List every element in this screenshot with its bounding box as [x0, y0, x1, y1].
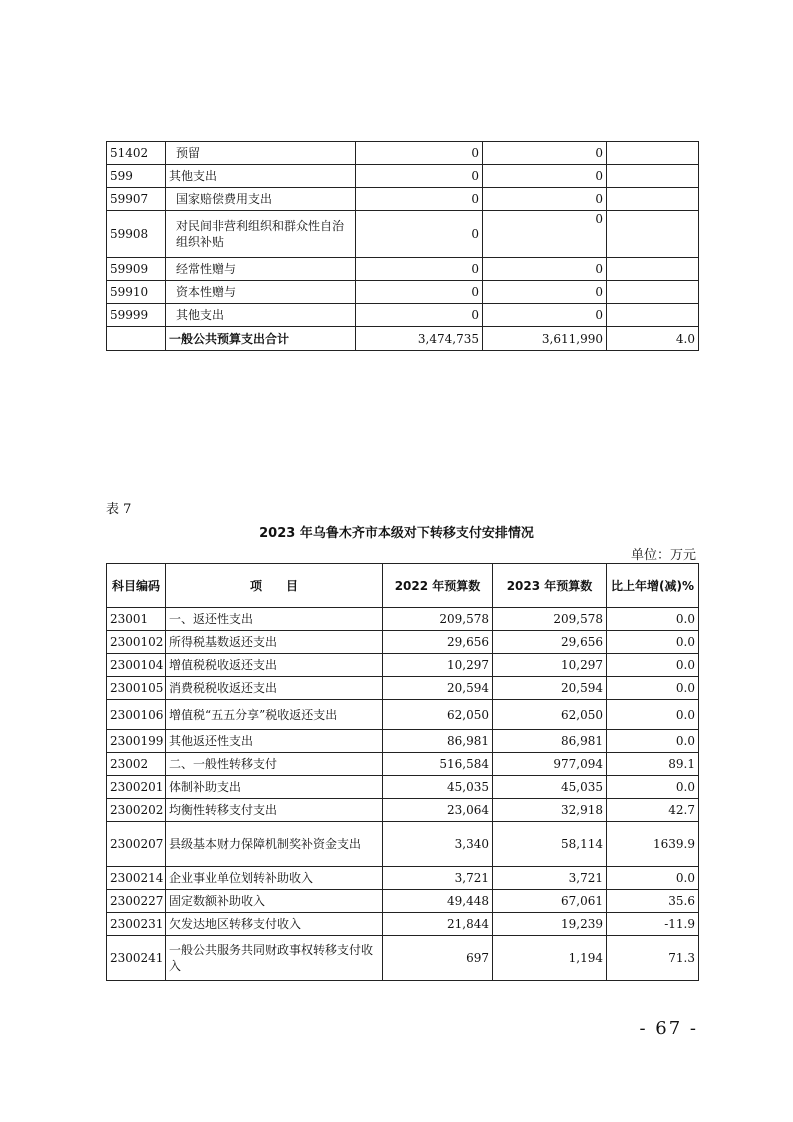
cell-code: 59999	[107, 304, 166, 327]
cell-2023: 0	[483, 211, 607, 258]
cell-change: 0.0	[607, 730, 699, 753]
table-row	[107, 304, 699, 327]
cell-item: 所得税基数返还支出	[166, 631, 383, 654]
cell-change: 0.0	[607, 700, 699, 730]
table-row	[107, 822, 699, 867]
cell-2023: 32,918	[493, 799, 607, 822]
cell-2023: 19,239	[493, 913, 607, 936]
cell-code: 59908	[107, 211, 166, 258]
table-header-row	[107, 564, 699, 608]
cell-2023: 0	[483, 188, 607, 211]
cell-code: 23001	[107, 608, 166, 631]
table-row	[107, 700, 699, 730]
cell-code: 2300227	[107, 890, 166, 913]
table-row	[107, 631, 699, 654]
table-row	[107, 890, 699, 913]
table-row	[107, 730, 699, 753]
cell-item: 其他支出	[166, 165, 356, 188]
table-row	[107, 799, 699, 822]
expenditure-table-continued	[106, 141, 699, 351]
table-row	[107, 258, 699, 281]
cell-change	[607, 304, 699, 327]
cell-item: 国家赔偿费用支出	[166, 188, 356, 211]
table-label: 表 7	[106, 502, 132, 517]
table-row	[107, 913, 699, 936]
cell-2022: 49,448	[383, 890, 493, 913]
cell-item: 固定数额补助收入	[166, 890, 383, 913]
cell-2023: 67,061	[493, 890, 607, 913]
cell-2023: 45,035	[493, 776, 607, 799]
cell-2022: 86,981	[383, 730, 493, 753]
cell-2022: 21,844	[383, 913, 493, 936]
cell-2022: 0	[356, 258, 483, 281]
table-row	[107, 654, 699, 677]
cell-code: 2300231	[107, 913, 166, 936]
cell-change: 1639.9	[607, 822, 699, 867]
cell-change: 71.3	[607, 936, 699, 981]
cell-2023: 0	[483, 258, 607, 281]
cell-2023: 3,721	[493, 867, 607, 890]
cell-item: 资本性赠与	[166, 281, 356, 304]
cell-change: 0.0	[607, 608, 699, 631]
cell-2022: 20,594	[383, 677, 493, 700]
cell-change	[607, 281, 699, 304]
cell-2022: 23,064	[383, 799, 493, 822]
table-row	[107, 211, 699, 258]
cell-item: 一般公共预算支出合计	[166, 327, 356, 351]
cell-2023: 62,050	[493, 700, 607, 730]
cell-2023: 0	[483, 304, 607, 327]
cell-item: 一般公共服务共同财政事权转移支付收入	[166, 936, 383, 981]
table-row	[107, 165, 699, 188]
cell-2022: 45,035	[383, 776, 493, 799]
table-row	[107, 776, 699, 799]
cell-2023: 20,594	[493, 677, 607, 700]
cell-code: 2300105	[107, 677, 166, 700]
cell-2023: 0	[483, 165, 607, 188]
header-code: 科目编码	[107, 564, 166, 608]
cell-change	[607, 188, 699, 211]
cell-2023: 0	[483, 281, 607, 304]
cell-code: 599	[107, 165, 166, 188]
cell-item: 均衡性转移支付支出	[166, 799, 383, 822]
cell-change: 0.0	[607, 776, 699, 799]
cell-2022: 3,721	[383, 867, 493, 890]
cell-change: 0.0	[607, 867, 699, 890]
cell-code: 59907	[107, 188, 166, 211]
table-row	[107, 281, 699, 304]
transfer-payment-table	[106, 563, 699, 981]
cell-2023: 977,094	[493, 753, 607, 776]
cell-item: 预留	[166, 142, 356, 165]
cell-item: 企业事业单位划转补助收入	[166, 867, 383, 890]
table-row	[107, 677, 699, 700]
cell-2023: 209,578	[493, 608, 607, 631]
table-row	[107, 142, 699, 165]
table-row	[107, 867, 699, 890]
cell-code: 23002	[107, 753, 166, 776]
cell-item: 增值税税收返还支出	[166, 654, 383, 677]
cell-change	[607, 142, 699, 165]
cell-2023: 86,981	[493, 730, 607, 753]
cell-change	[607, 165, 699, 188]
cell-2023: 3,611,990	[483, 327, 607, 351]
cell-code	[107, 327, 166, 351]
cell-code: 2300201	[107, 776, 166, 799]
cell-item: 消费税税收返还支出	[166, 677, 383, 700]
cell-2022: 516,584	[383, 753, 493, 776]
cell-code: 51402	[107, 142, 166, 165]
table-row	[107, 753, 699, 776]
cell-2022: 3,474,735	[356, 327, 483, 351]
cell-2023: 58,114	[493, 822, 607, 867]
cell-item: 县级基本财力保障机制奖补资金支出	[166, 822, 383, 867]
cell-change: 89.1	[607, 753, 699, 776]
table-row	[107, 936, 699, 981]
total-row	[107, 327, 699, 351]
page-number: - 67 -	[639, 1018, 698, 1039]
table-row	[107, 608, 699, 631]
cell-2022: 3,340	[383, 822, 493, 867]
cell-item: 增值税“五五分享”税收返还支出	[166, 700, 383, 730]
cell-2022: 0	[356, 188, 483, 211]
cell-2022: 62,050	[383, 700, 493, 730]
cell-2022: 0	[356, 281, 483, 304]
cell-code: 2300106	[107, 700, 166, 730]
cell-2022: 0	[356, 211, 483, 258]
cell-code: 2300199	[107, 730, 166, 753]
header-item: 项 目	[166, 564, 383, 608]
cell-change: 0.0	[607, 654, 699, 677]
header-change: 比上年增(减)%	[607, 564, 699, 608]
cell-code: 2300241	[107, 936, 166, 981]
cell-change: 35.6	[607, 890, 699, 913]
cell-item: 欠发达地区转移支付收入	[166, 913, 383, 936]
cell-change: 0.0	[607, 677, 699, 700]
cell-change	[607, 258, 699, 281]
cell-change: 42.7	[607, 799, 699, 822]
cell-2023: 0	[483, 142, 607, 165]
cell-item: 对民间非营利组织和群众性自治组织补贴	[166, 211, 356, 258]
cell-item: 一、返还性支出	[166, 608, 383, 631]
header-2023: 2023 年预算数	[493, 564, 607, 608]
cell-change: -11.9	[607, 913, 699, 936]
cell-2022: 0	[356, 142, 483, 165]
table-row	[107, 188, 699, 211]
cell-code: 2300102	[107, 631, 166, 654]
table-title: 2023 年乌鲁木齐市本级对下转移支付安排情况	[259, 526, 534, 541]
cell-2023: 10,297	[493, 654, 607, 677]
cell-change: 4.0	[607, 327, 699, 351]
cell-item: 二、一般性转移支付	[166, 753, 383, 776]
cell-2022: 0	[356, 165, 483, 188]
cell-item: 其他支出	[166, 304, 356, 327]
cell-code: 59909	[107, 258, 166, 281]
cell-2022: 209,578	[383, 608, 493, 631]
cell-2022: 10,297	[383, 654, 493, 677]
cell-change: 0.0	[607, 631, 699, 654]
cell-2022: 697	[383, 936, 493, 981]
cell-2022: 0	[356, 304, 483, 327]
cell-2023: 1,194	[493, 936, 607, 981]
cell-code: 59910	[107, 281, 166, 304]
header-2022: 2022 年预算数	[383, 564, 493, 608]
unit-label: 单位：万元	[630, 548, 696, 563]
cell-item: 其他返还性支出	[166, 730, 383, 753]
cell-2022: 29,656	[383, 631, 493, 654]
cell-code: 2300104	[107, 654, 166, 677]
cell-code: 2300202	[107, 799, 166, 822]
cell-change	[607, 211, 699, 258]
cell-code: 2300207	[107, 822, 166, 867]
cell-2023: 29,656	[493, 631, 607, 654]
cell-item: 经常性赠与	[166, 258, 356, 281]
cell-item: 体制补助支出	[166, 776, 383, 799]
cell-code: 2300214	[107, 867, 166, 890]
